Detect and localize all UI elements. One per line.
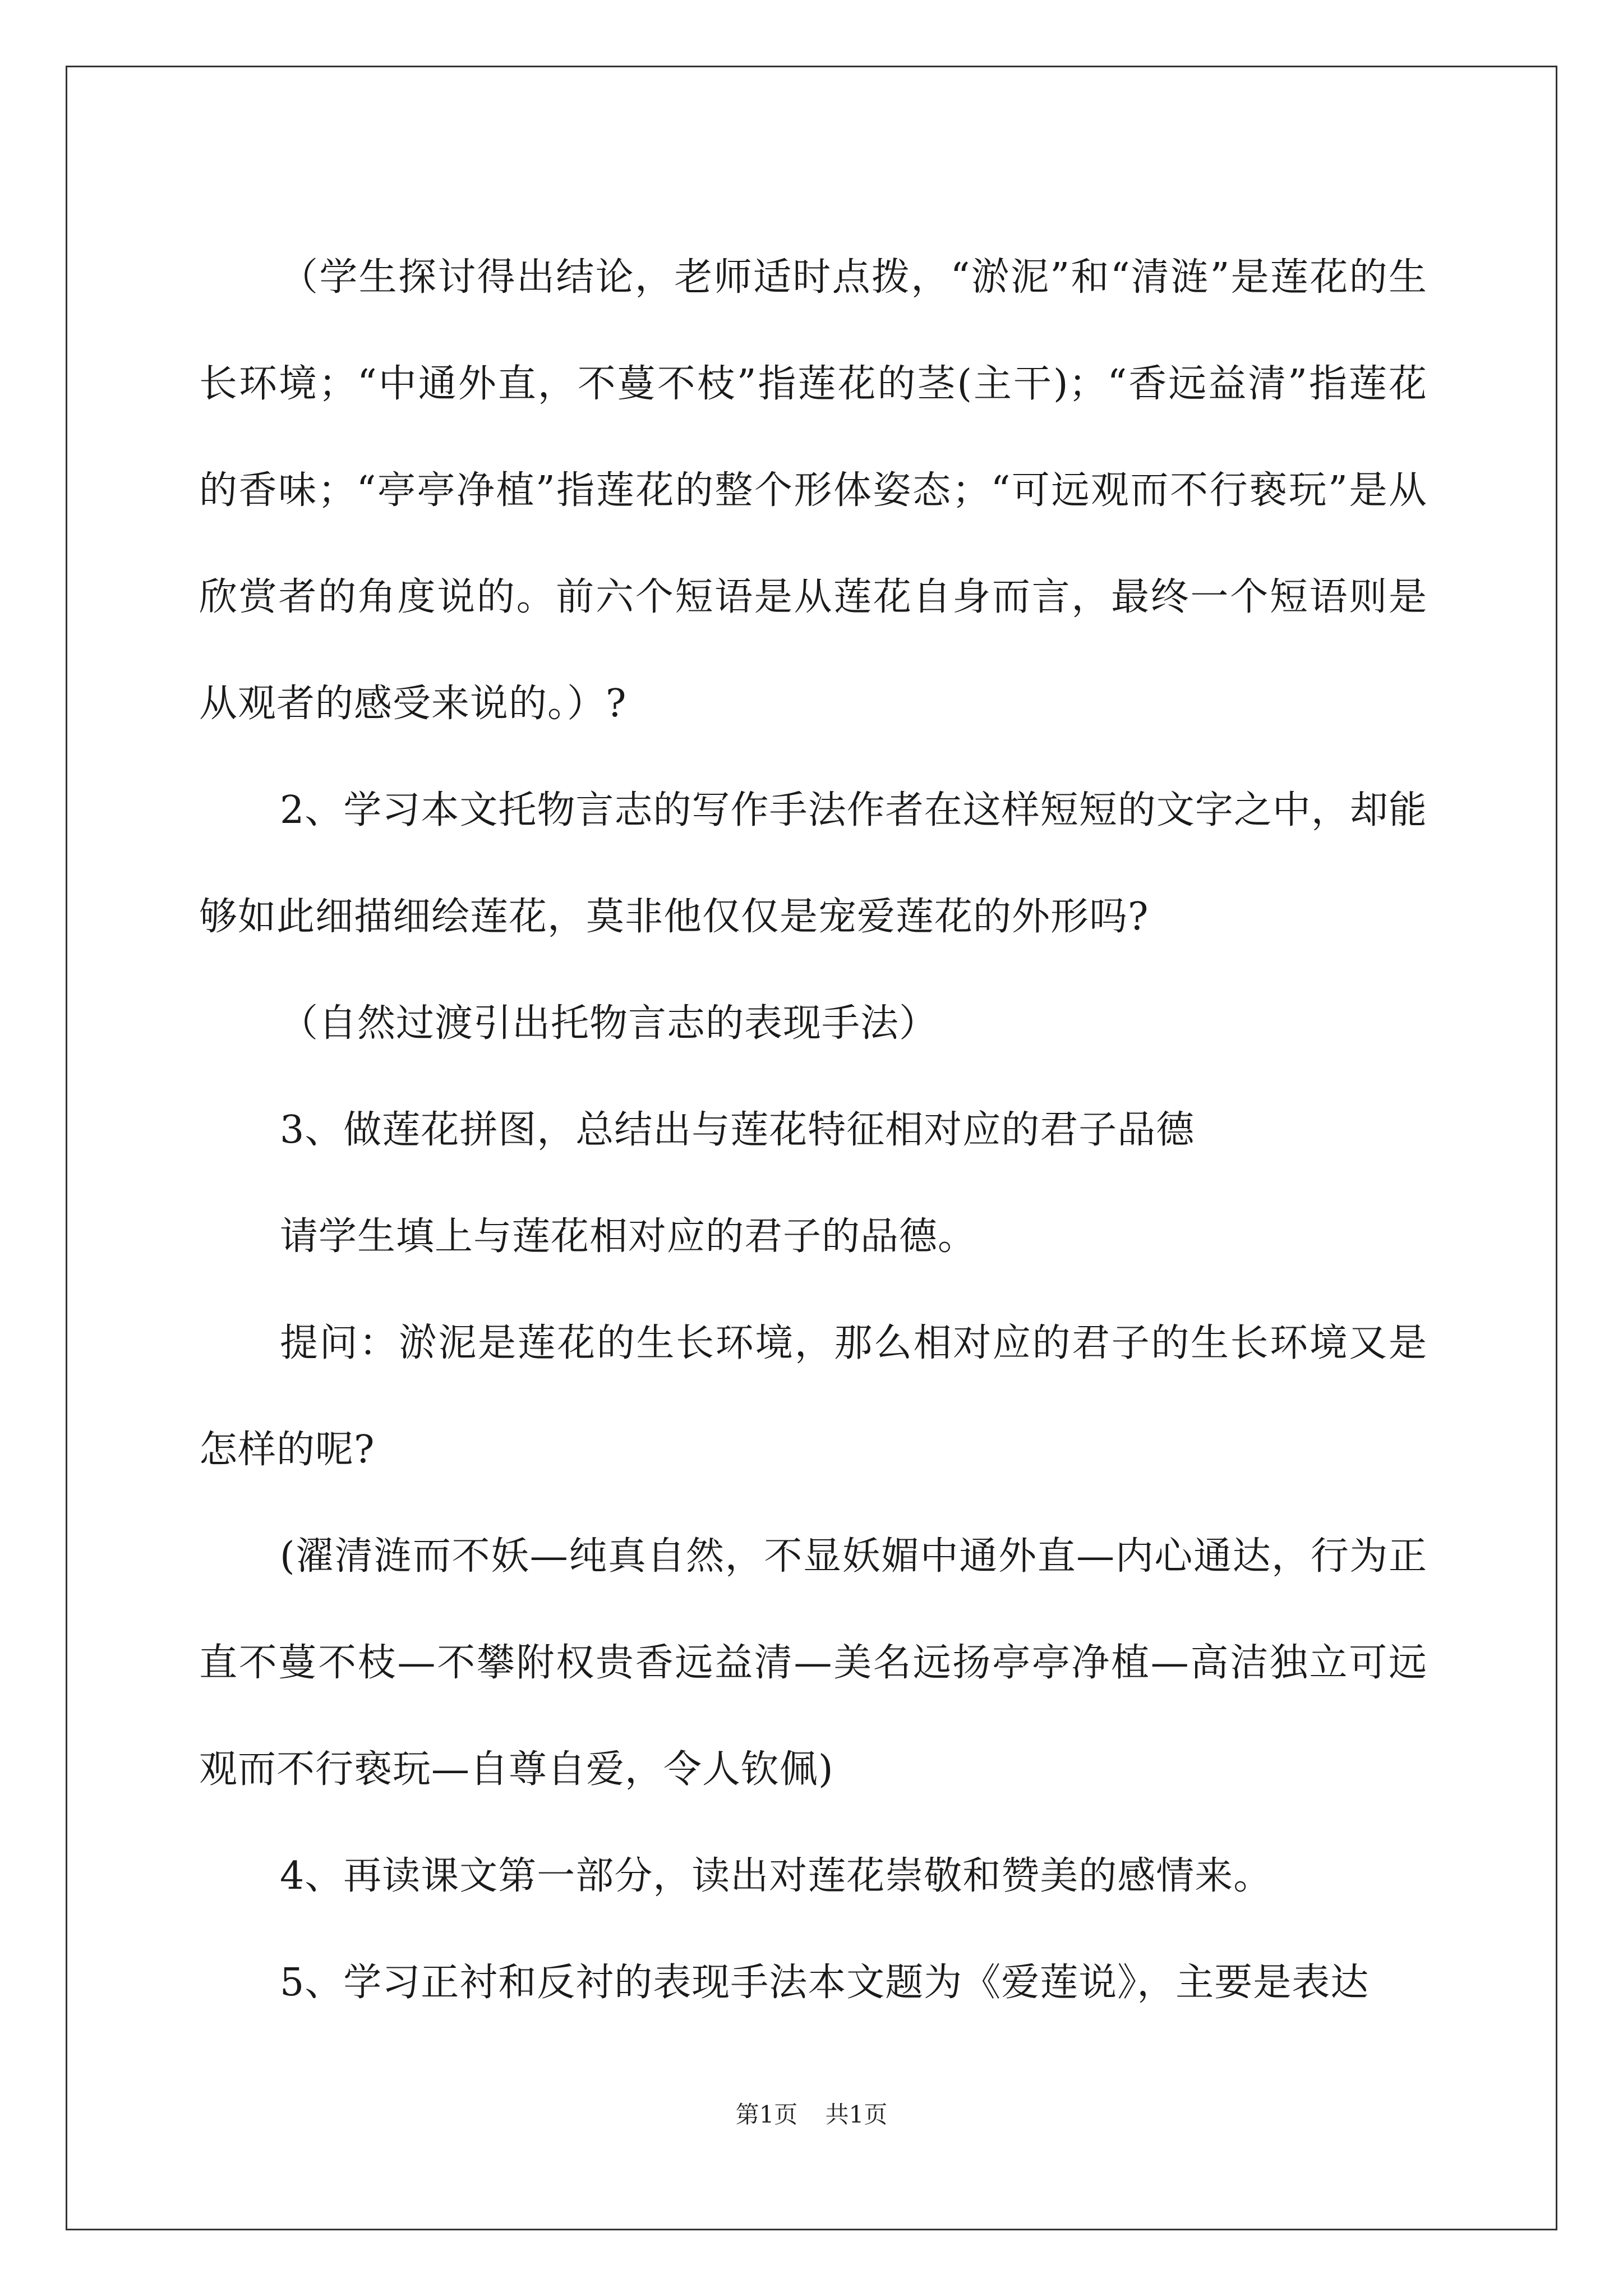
paragraph-discussion-conclusion: （学生探讨得出结论，老师适时点拨，“淤泥”和“清涟”是莲花的生长环境；“中通外直，不蔓不枝”指莲花的茎(主干)；“香远益清”指莲花的香味；“亭亭净植”指莲花的整个形体姿态；“可远观而不行亵玩”是从欣赏者的角度说的。前六个短语是从莲花自身而言，最终一个短语则是从观者的感受来说的。）? [199,255,1427,726]
page-footer [0,2101,1623,2129]
paragraph-question: 提问：淤泥是莲花的生长环境，那么相对应的君子的生长环境又是怎样的呢? [199,1321,1427,1472]
document-body [199,224,1427,2036]
page-total: 共1页 [825,2101,888,2128]
paragraph-student-task: 请学生填上与莲花相对应的君子的品德。 [280,1214,977,1259]
paragraph-item-3: 3、做莲花拼图，总结出与莲花特征相对应的君子品德 [280,1108,1195,1152]
paragraph-item-4: 4、再读课文第一部分，读出对莲花崇敬和赞美的感情来。 [280,1854,1272,1898]
paragraph-item-2: 2、学习本文托物言志的写作手法作者在这样短短的文字之中，却能够如此细描细绘莲花，莫非他仅仅是宠爱莲花的外形吗? [199,788,1427,939]
paragraph-item-5: 5、学习正衬和反衬的表现手法本文题为《爱莲说》，主要是表达 [280,1961,1370,2005]
paragraph-transition-note: （自然过渡引出托物言志的表现手法） [280,1001,938,1046]
page-number: 第1页 [735,2101,798,2128]
paragraph-virtues-list: (濯清涟而不妖—纯真自然，不显妖媚中通外直—内心通达，行为正直不蔓不枝—不攀附权贵香远益清—美名远扬亭亭净植—高洁独立可远观而不行亵玩—自尊自爱，令人钦佩) [199,1534,1427,1792]
